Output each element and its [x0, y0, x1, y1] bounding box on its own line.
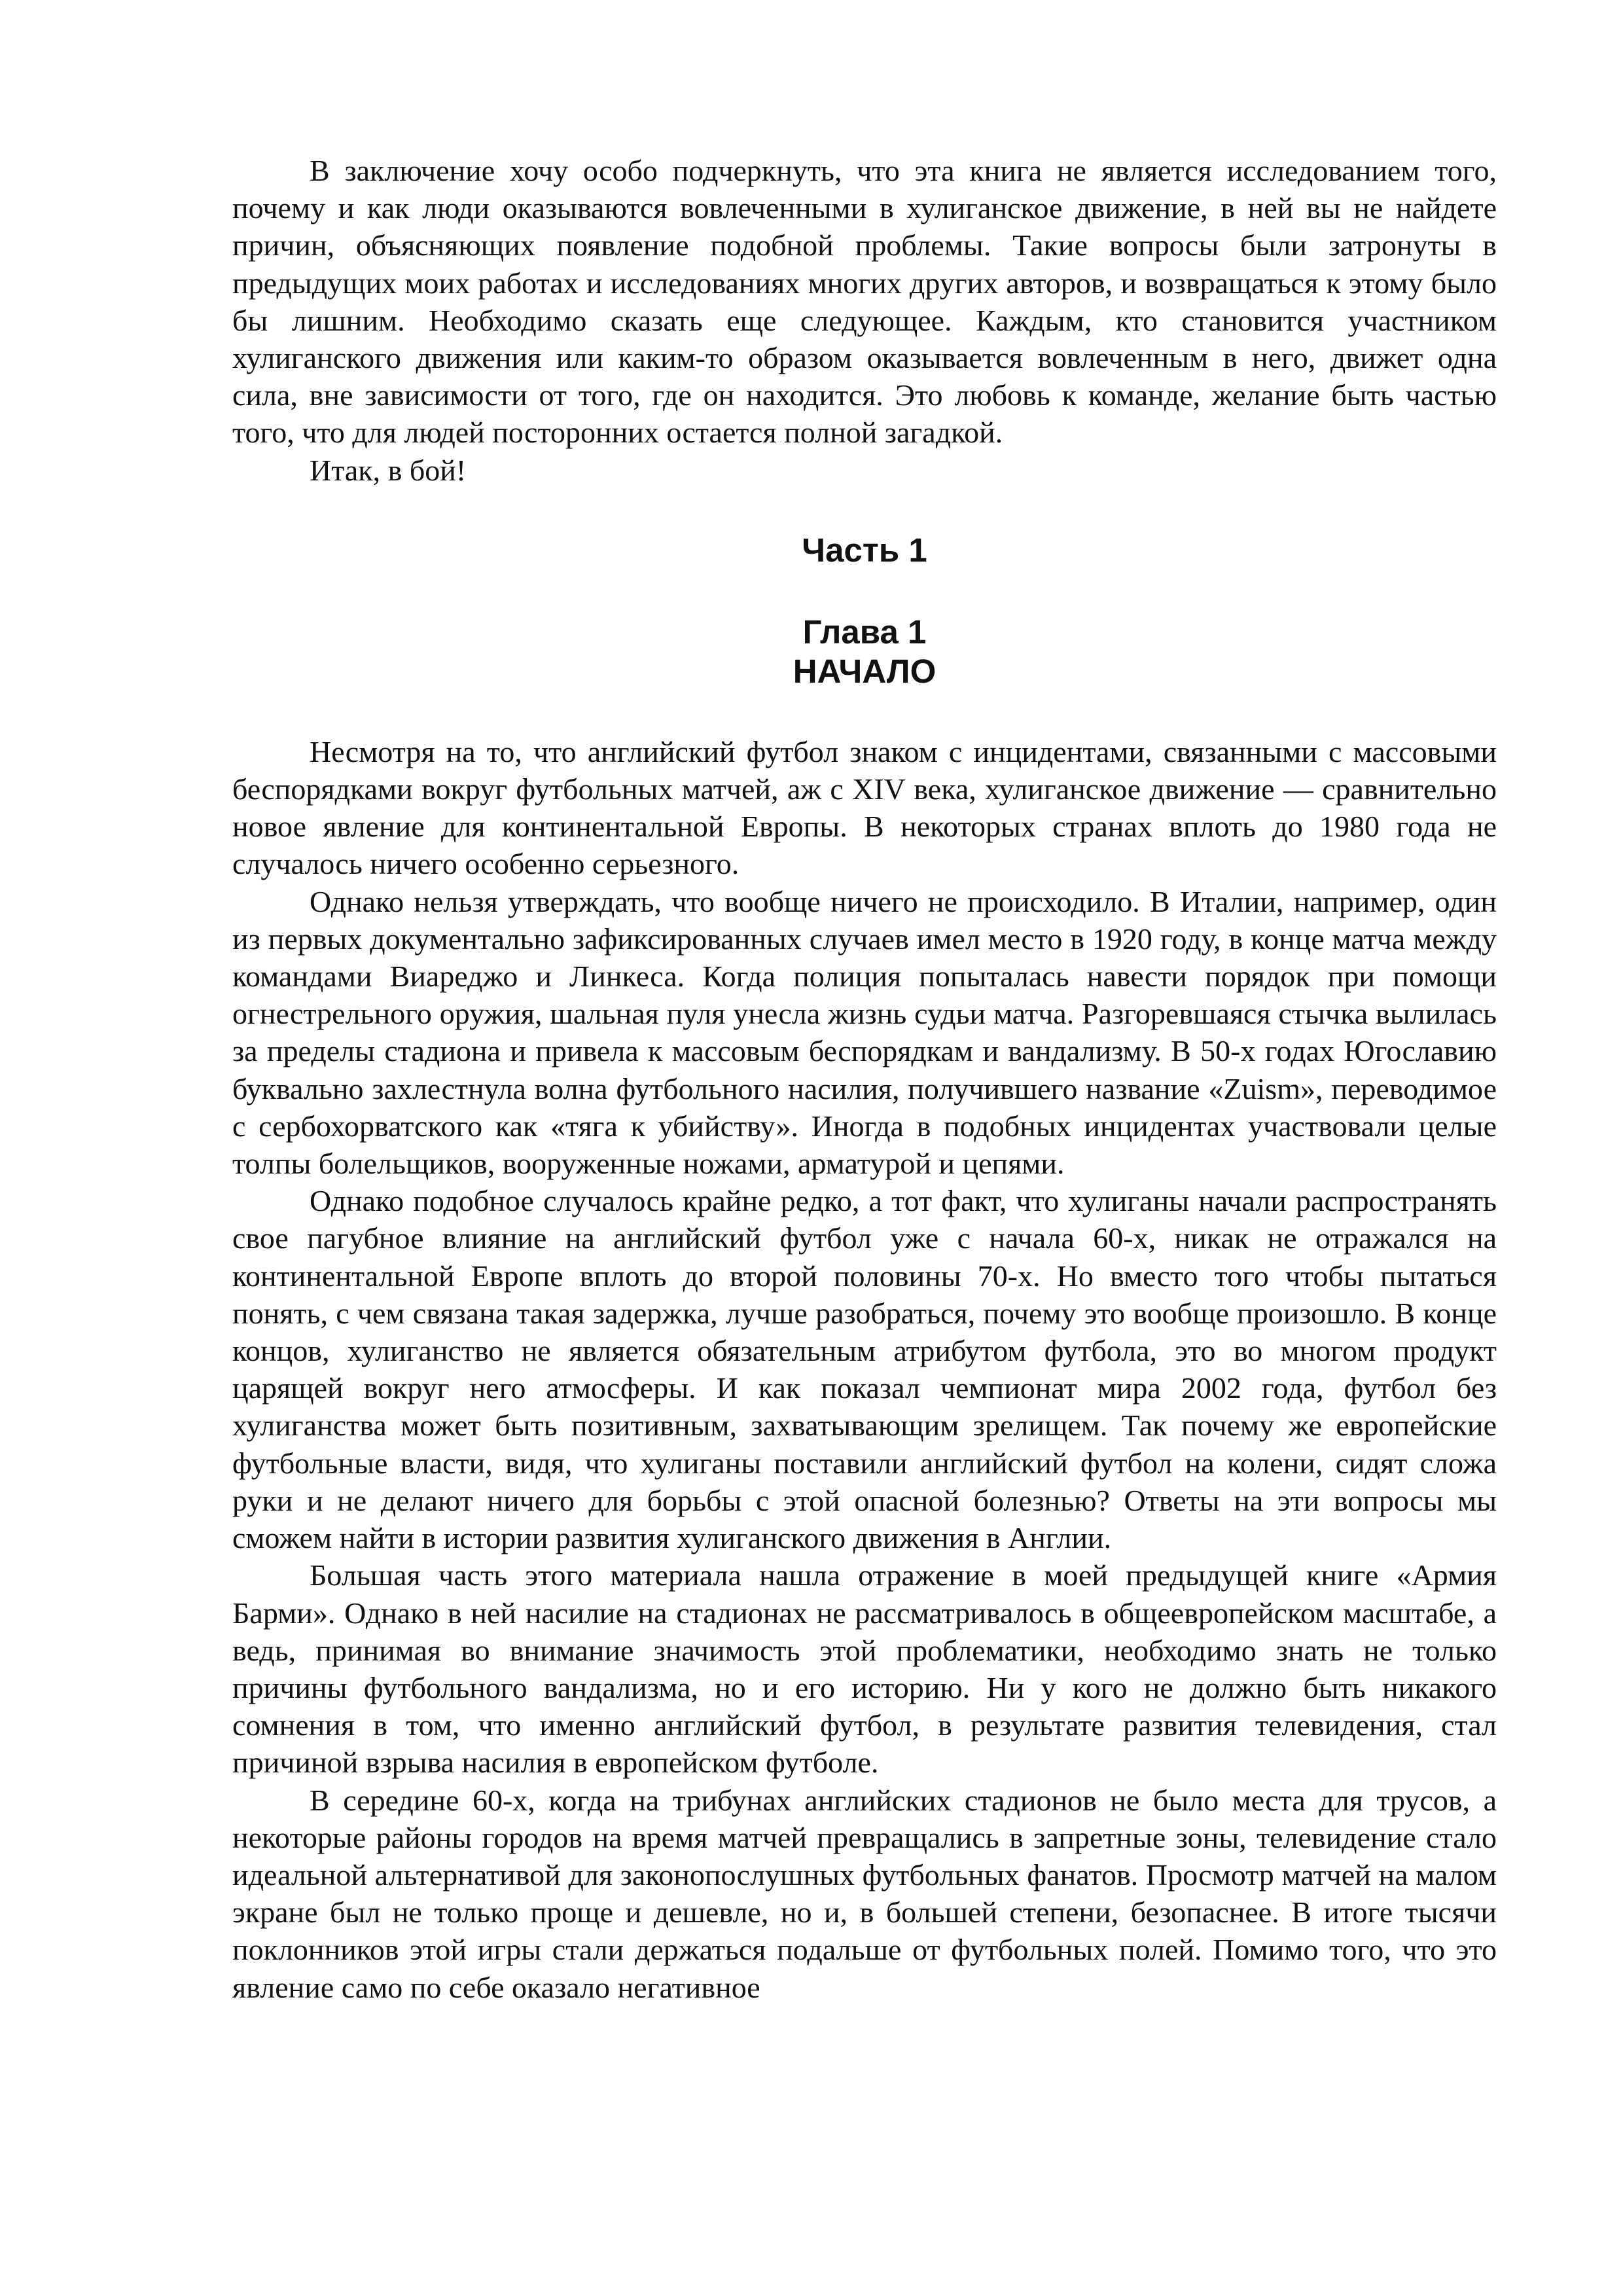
document-page — [232, 152, 1497, 2006]
chapter-title: НАЧАЛО — [793, 652, 936, 690]
chapter-paragraph-2: Однако нельзя утверждать, что вообще ничего не происходило. В Италии, например, один из первых документально зафиксированных случаев имел место в 1920 году, в конце матча между командами Виареджо и Линкеса. Когда полиция попыталась навести порядок при помощи огнестрельного оружия, шальная пуля унесла жизнь судьи матча. Разгоревшаяся стычка вылилась за пределы стадиона и привела к массовым беспорядкам и вандализму. В 50-х годах Югославию буквально захлестнула волна футбольного насилия, получившего название «Zuism», переводимое с сербохорватского как «тяга к убийству». Иногда в подобных инцидентах участвовали целые толпы болельщиков, вооруженные ножами, арматурой и цепями. — [232, 884, 1497, 1181]
chapter-paragraph-1: Несмотря на то, что английский футбол знаком с инцидентами, связанными с массовыми беспорядками вокруг футбольных матчей, аж с XIV века, хулиганское движение — сравнительно новое явление для континентальной Европы. В некоторых странах вплоть до 1980 года не случалось ничего особенно серьезного. — [232, 734, 1497, 881]
chapter-body — [232, 733, 1497, 2006]
intro-paragraph-1: В заключение хочу особо подчеркнуть, что эта книга не является исследованием того, почему и как люди оказываются вовлеченными в хулиганское движение, в ней вы не найдете причин, объясняющих появление подобной проблемы. Такие вопросы были затронуты в предыдущих моих работах и исследованиях многих других авторов, и возвращаться к этому было бы лишним. Необходимо сказать еще следующее. Каждым, кто становится участником хулиганского движения или каким-то образом оказывается вовлеченным в него, движет одна сила, вне зависимости от того, где он находится. Это любовь к команде, желание быть частью того, что для людей посторонних остается полной загадкой. — [232, 154, 1497, 450]
intro-paragraph-2: Итак, в бой! — [310, 453, 467, 487]
chapter-paragraph-4: Большая часть этого материала нашла отражение в моей предыдущей книге «Армия Барми». Однако в ней насилие на стадионах не рассматривалось в общеевропейском масштабе, а ведь, принимая во внимание значимость этой проблематики, необходимо знать не только причины футбольного вандализма, но и его историю. Ни у кого не должно быть никакого сомнения в том, что именно английский футбол, в результате развития телевидения, стал причиной взрыва насилия в европейском футболе. — [232, 1558, 1497, 1780]
chapter-heading: Глава 1 — [802, 613, 927, 651]
chapter-paragraph-3: Однако подобное случалось крайне редко, а тот факт, что хулиганы начали распространять свое пагубное влияние на английский футбол уже с начала 60-х, никак не отражался на континентальной Европе вплоть до второй половины 70-х. Но вместо того чтобы пытаться понять, с чем связана такая задержка, лучше разобраться, почему это вообще произошло. В конце концов, хулиганство не является обязательным атрибутом футбола, это во многом продукт царящей вокруг него атмосферы. И как показал чемпионат мира 2002 года, футбол без хулиганства может быть позитивным, захватывающим зрелищем. Так почему же европейские футбольные власти, видя, что хулиганы поставили английский футбол на колени, сидят сложа руки и не делают ничего для борьбы с этой опасной болезнью? Ответы на эти вопросы мы сможем найти в истории развития хулиганского движения в Англии. — [232, 1184, 1497, 1555]
part-heading: Часть 1 — [802, 531, 927, 569]
chapter-paragraph-5: В середине 60-х, когда на трибунах английских стадионов не было места для трусов, а некоторые районы городов на время матчей превращались в запретные зоны, телевидение стало идеальной альтернативой для законопослушных футбольных фанатов. Просмотр матчей на малом экране был не только проще и дешевле, но и, в большей степени, безопаснее. В итоге тысячи поклонников этой игры стали держаться подальше от футбольных полей. Помимо того, что это явление само по себе оказало негативное — [232, 1783, 1497, 2004]
